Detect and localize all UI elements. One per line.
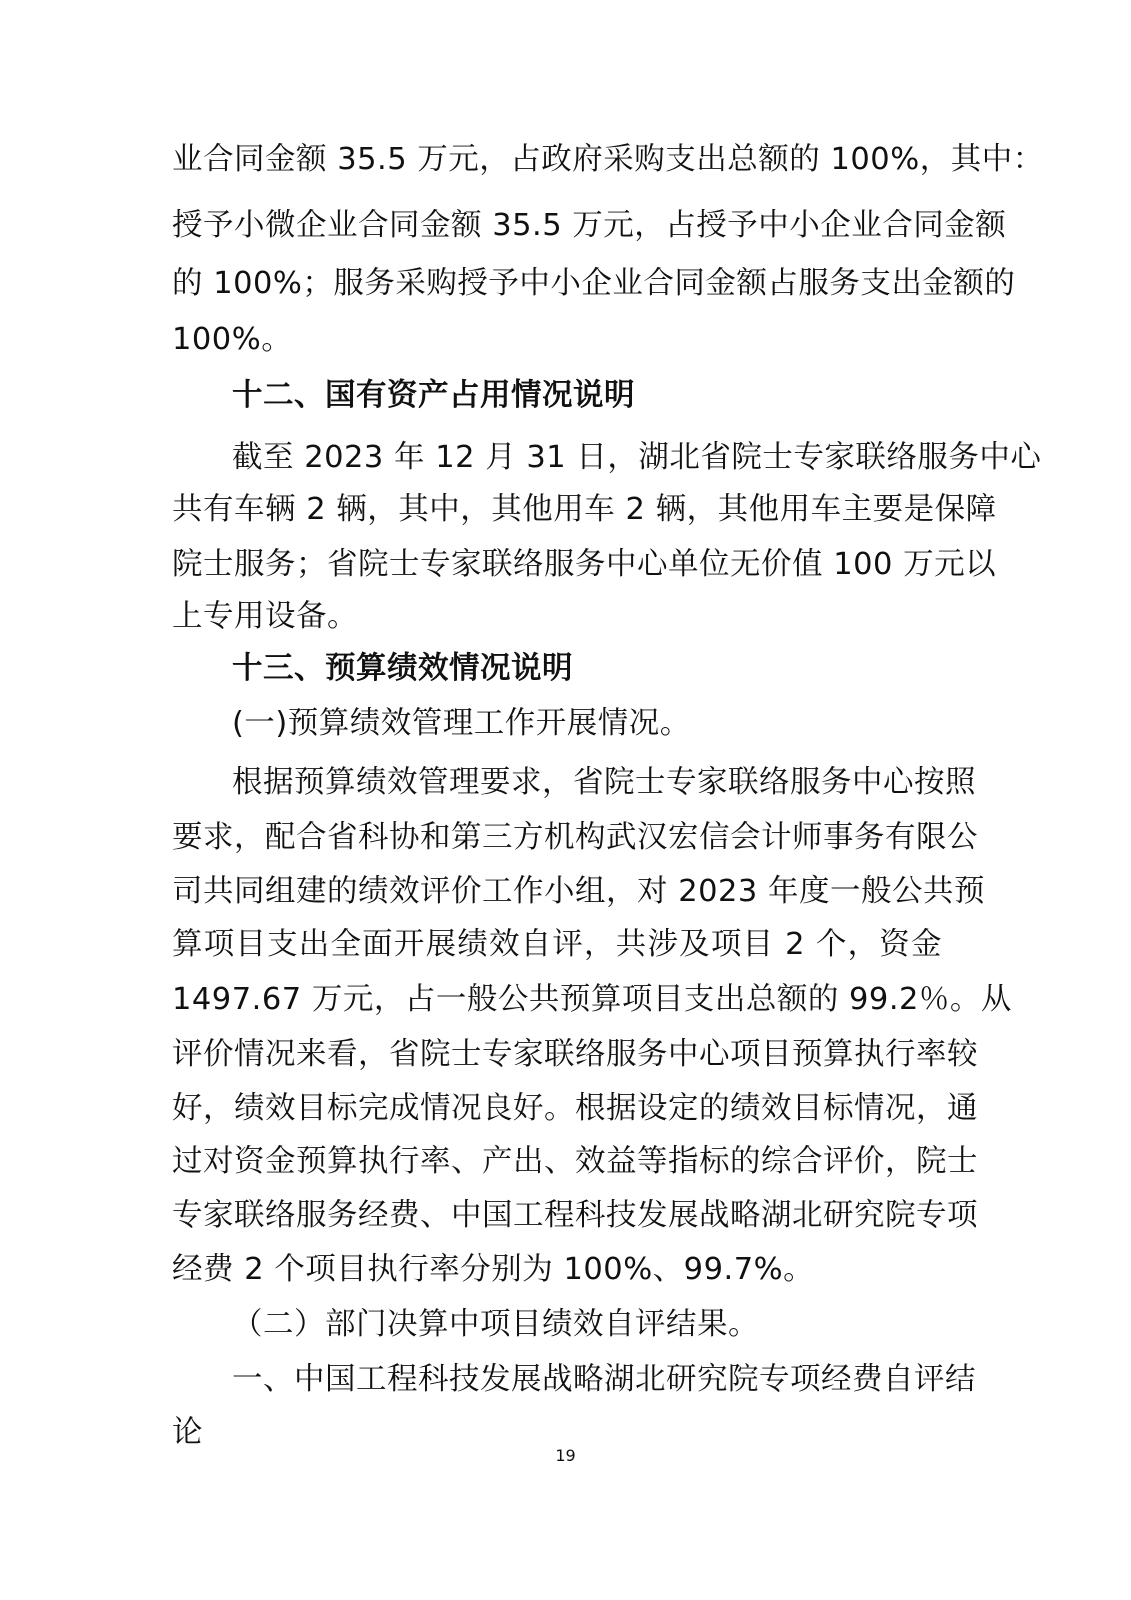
paragraph-line: 论 bbox=[172, 1415, 203, 1450]
paragraph-line: 共有车辆 2 辆，其中，其他用车 2 辆，其他用车主要是保障 bbox=[172, 492, 997, 527]
section-heading: 十二、国有资产占用情况说明 bbox=[232, 378, 635, 413]
paragraph-line: 院士服务；省院士专家联络服务中心单位无价值 100 万元以 bbox=[172, 547, 997, 582]
paragraph-line: 截至 2023 年 12 月 31 日，湖北省院士专家联络服务中心 bbox=[232, 440, 1042, 475]
section-heading: 十三、预算绩效情况说明 bbox=[232, 651, 573, 686]
paragraph-line: 一、中国工程科技发展战略湖北研究院专项经费自评结 bbox=[232, 1362, 976, 1397]
paragraph-line: 100%。 bbox=[172, 322, 293, 357]
paragraph-line: 要求，配合省科协和第三方机构武汉宏信会计师事务有限公 bbox=[172, 820, 978, 855]
subsection-heading: （二）部门决算中项目绩效自评结果。 bbox=[232, 1307, 759, 1342]
paragraph-line: 1497.67 万元，占一般公共预算项目支出总额的 99.2％。从 bbox=[172, 982, 1012, 1017]
paragraph-line: 上专用设备。 bbox=[172, 599, 358, 634]
page-number: 19 bbox=[555, 1446, 576, 1465]
paragraph-line: 的 100%；服务采购授予中小企业合同金额占服务支出金额的 bbox=[172, 266, 1016, 301]
paragraph-line: 算项目支出全面开展绩效自评，共涉及项目 2 个，资金 bbox=[172, 927, 942, 962]
paragraph-line: 授予小微企业合同金额 35.5 万元，占授予中小企业合同金额 bbox=[172, 208, 1007, 243]
paragraph-line: 经费 2 个项目执行率分别为 100%、99.7%。 bbox=[172, 1252, 815, 1287]
paragraph-line: 好，绩效目标完成情况良好。根据设定的绩效目标情况，通 bbox=[172, 1091, 978, 1126]
subsection-heading: (一)预算绩效管理工作开展情况。 bbox=[232, 706, 691, 741]
paragraph-line: 业合同金额 35.5 万元，占政府采购支出总额的 100%，其中： bbox=[172, 142, 1044, 177]
paragraph-line: 专家联络服务经费、中国工程科技发展战略湖北研究院专项 bbox=[172, 1198, 978, 1233]
paragraph-line: 根据预算绩效管理要求，省院士专家联络服务中心按照 bbox=[232, 765, 976, 800]
paragraph-line: 评价情况来看，省院士专家联络服务中心项目预算执行率较 bbox=[172, 1037, 978, 1072]
paragraph-line: 过对资金预算执行率、产出、效益等指标的综合评价，院士 bbox=[172, 1144, 978, 1179]
paragraph-line: 司共同组建的绩效评价工作小组，对 2023 年度一般公共预 bbox=[172, 874, 986, 909]
